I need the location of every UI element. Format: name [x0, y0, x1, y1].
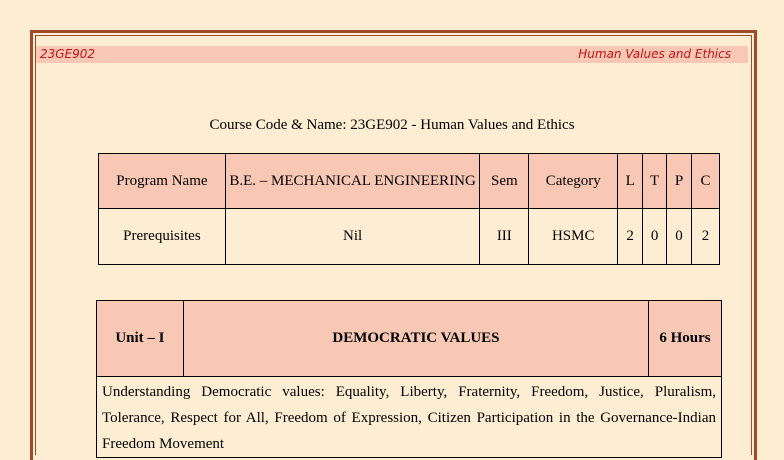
t-value: 0: [643, 209, 667, 265]
program-header: B.E. – MECHANICAL ENGINEERING: [225, 154, 480, 209]
category-value: HSMC: [529, 209, 618, 265]
unit-table: [96, 300, 722, 458]
sem-header: Sem: [480, 154, 529, 209]
info-values-row: [99, 209, 720, 265]
course-title: Course Code & Name: 23GE902 - Human Values and Ethics: [209, 117, 575, 133]
prerequisites-label: Prerequisites: [99, 209, 226, 265]
unit-content-row: [97, 377, 722, 458]
prerequisites-value: Nil: [225, 209, 480, 265]
course-info-table: [98, 153, 720, 265]
unit-title: DEMOCRATIC VALUES: [183, 301, 648, 377]
unit-hours: 6 Hours: [649, 301, 722, 377]
running-header-code: 23GE902: [40, 47, 96, 61]
running-header-title: Human Values and Ethics: [578, 47, 731, 61]
p-header: P: [667, 154, 692, 209]
t-header: T: [643, 154, 667, 209]
l-value: 2: [618, 209, 643, 265]
p-value: 0: [667, 209, 692, 265]
c-header: C: [692, 154, 720, 209]
sem-value: III: [480, 209, 529, 265]
category-header: Category: [529, 154, 618, 209]
c-value: 2: [692, 209, 720, 265]
unit-header-row: [97, 301, 722, 377]
unit-content: Understanding Democratic values: Equality, Liberty, Fraternity, Freedom, Justice, Pluralism, Tolerance, Respect for All, Freedom of Expression, Citizen Participation in the Governance-Indian Freedom Movement: [97, 377, 722, 458]
l-header: L: [618, 154, 643, 209]
info-header-row: [99, 154, 720, 209]
unit-number: Unit – I: [97, 301, 184, 377]
program-name-header: Program Name: [99, 154, 226, 209]
